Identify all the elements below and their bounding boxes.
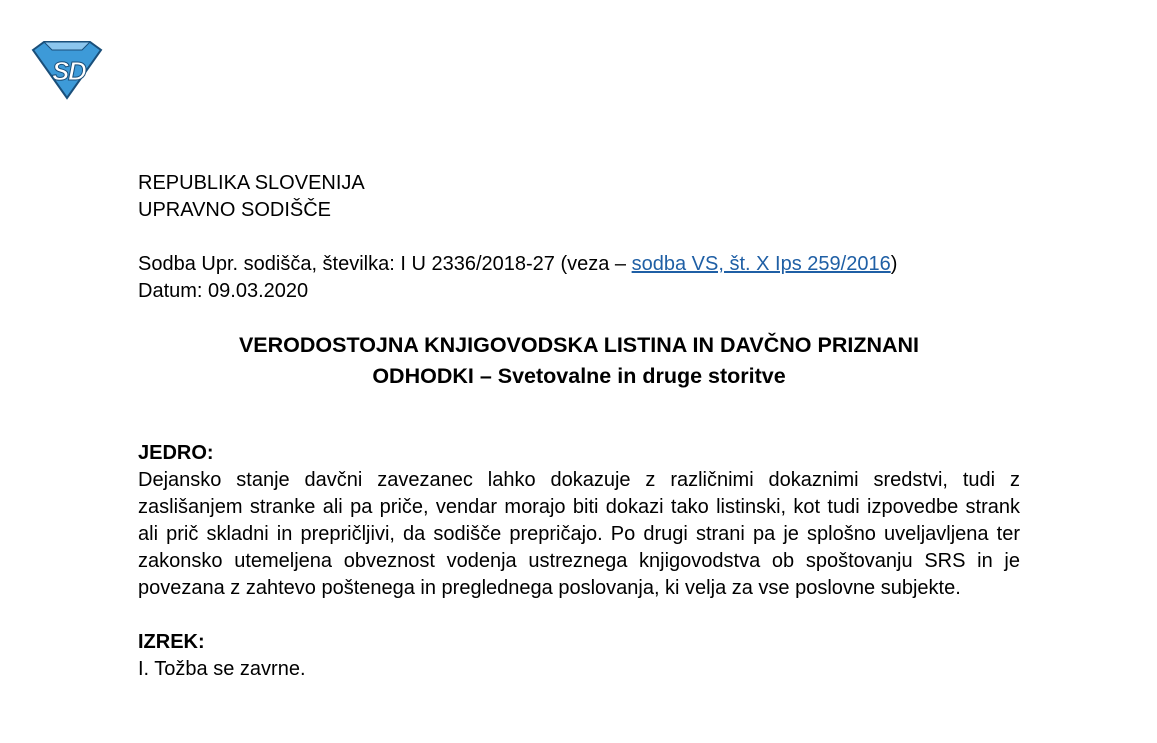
jedro-text: Dejansko stanje davčni zavezanec lahko dokazuje z različnimi dokaznimi sredstvi, tudi z zaslišanjem stranke ali pa priče, vendar morajo biti dokazi tako listinski, kot tudi izpovedbe strank ali prič skladni in prepričljivi, da sodišče prepričajo. Po drugi strani pa je splošno uveljavljena ter zakonsko utemeljena obveznost vodenja ustreznega knjigovodstva ob spoštovanju SRS in je povezana z zahtevo poštenega in preglednega poslovanja, ki velja za vse poslovne subjekte. bbox=[138, 469, 1020, 599]
jedro-heading: JEDRO: bbox=[138, 442, 214, 464]
logo-letter-s: S bbox=[52, 56, 70, 86]
document-body bbox=[138, 170, 1020, 683]
logo-diamond-facet bbox=[44, 42, 90, 50]
header-court: UPRAVNO SODIŠČE bbox=[138, 199, 331, 221]
izrek-item-1: I. Tožba se zavrne. bbox=[138, 658, 306, 680]
title-line-1: VERODOSTOJNA KNJIGOVODSKA LISTINA IN DAVČNO PRIZNANI bbox=[238, 333, 920, 357]
sd-diamond-logo-icon bbox=[30, 40, 104, 100]
izrek-section bbox=[138, 629, 1020, 683]
header-country: REPUBLIKA SLOVENIJA bbox=[138, 172, 365, 194]
logo-letter-d: D bbox=[68, 56, 87, 86]
jedro-section bbox=[138, 440, 1020, 602]
judgment-date: Datum: 09.03.2020 bbox=[138, 280, 309, 302]
document-title bbox=[138, 330, 1020, 392]
supreme-court-judgment-link[interactable]: sodba VS, št. X Ips 259/2016 bbox=[631, 253, 891, 275]
case-reference-prefix: Sodba Upr. sodišča, številka: I U 2336/2018-27 (veza – bbox=[138, 253, 632, 275]
case-reference bbox=[138, 251, 1020, 305]
title-line-2: ODHODKI – Svetovalne in druge storitve bbox=[372, 364, 786, 388]
case-reference-suffix: ) bbox=[890, 253, 898, 275]
izrek-heading: IZREK: bbox=[138, 631, 205, 653]
